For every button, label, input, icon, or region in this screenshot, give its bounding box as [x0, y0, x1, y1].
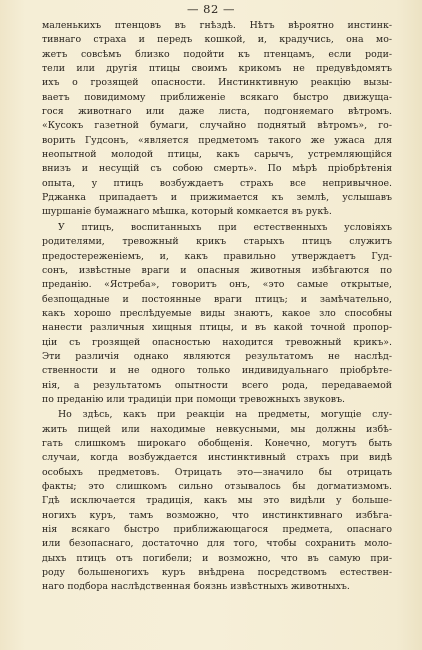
text-line: предостереженіемъ, и, какъ правильно утверждаетъ Гуд-	[42, 250, 392, 262]
text-line: жетъ совсѣмъ близко подойти къ птенцамъ, если роди-	[42, 48, 392, 60]
text-line: факты; это слишкомъ сильно отзывалось бы догматизмомъ.	[42, 481, 392, 492]
text-line: особыхъ предметовъ. Отрицать это—значило бы отрицать	[42, 466, 392, 478]
page-number: — 82 —	[187, 2, 235, 16]
text-line: «Кусокъ газетной бумаги, случайно поднятый вѣтромъ», го-	[42, 120, 392, 132]
paragraph-2	[42, 221, 392, 407]
text-line: нанести различныя хищныя птицы, и въ какой точной пропор-	[42, 322, 392, 334]
text-line: роду большеногихъ куръ внѣдрена посредствомъ естествен-	[42, 567, 392, 579]
text-line: опыта, у птицъ возбуждаетъ страхъ все непривычное.	[42, 177, 392, 189]
text-line: преданію. «Ястреба», говоритъ онъ, «это самые открытые,	[42, 279, 392, 291]
text-line: Но здѣсь, какъ при реакціи на предметы, могущіе слу-	[58, 409, 392, 421]
paragraph-3	[42, 408, 392, 594]
text-line: тивнаго страха и передъ кошкой, и, крадучись, она мо-	[42, 34, 392, 46]
text-line: ихъ о грозящей опасности. Инстинктивную реакцію вызы-	[42, 77, 392, 89]
text-line: нія всякаго быстро приближающагося предмета, опаснаго	[42, 524, 392, 536]
text-line: шуршаніе бумажнаго мѣшка, который комкается въ рукѣ.	[42, 206, 332, 218]
text-line: ваетъ повидимому приближеніе всякаго быстро движуща-	[42, 91, 392, 103]
text-line: дыхъ птицъ отъ погибели; и возможно, что въ самую при-	[42, 552, 392, 564]
text-line: Эти различія однако являются результатомъ не наслѣд-	[42, 350, 392, 362]
text-line: жить пищей или находимые невкусными, мы должны избѣ-	[42, 423, 392, 435]
text-line: тели или другія птицы своимъ крикомъ не предувѣдомятъ	[42, 63, 392, 75]
paragraph-1	[42, 19, 392, 220]
text-line: Гдѣ исключается традиція, какъ мы это видѣли у больше-	[42, 495, 392, 507]
text-line: родителями, тревожный крикъ старыхъ птицъ служитъ	[42, 236, 392, 248]
text-line: У птицъ, воспитанныхъ при естественныхъ условіяхъ	[58, 221, 392, 233]
text-line: гося животнаго или даже листа, подгоняемаго вѣтромъ.	[42, 106, 392, 118]
text-line: маленькихъ птенцовъ въ гнѣздѣ. Нѣтъ вѣроятно инстинк-	[42, 20, 392, 31]
text-line: безпощадные и постоянные враги птицъ; и замѣчательно,	[42, 293, 392, 305]
text-line: внизъ и несущій съ собою смерть». По мѣрѣ пріобрѣтенія	[42, 163, 392, 175]
text-line: наго подбора наслѣдственная боязнь извѣстныхъ животныхъ.	[42, 581, 350, 593]
text-line: Рджанка припадаетъ и прижимается къ землѣ, услышавъ	[42, 192, 392, 204]
text-line: ворить Гудсонъ, «является предметомъ такого же ужаса для	[42, 134, 392, 146]
text-line: неопытной молодой птицы, какъ сарычъ, устремляющійся	[42, 149, 392, 161]
text-line: сонъ, извѣстные враги и опасныя животныя избѣгаются по	[42, 264, 392, 276]
text-line: случаи, когда возбуждается инстинктивный страхъ при видѣ	[42, 452, 392, 464]
text-line: ногихъ куръ, тамъ возможно, что инстинктивнаго избѣга-	[42, 509, 392, 521]
text-line: ственности и не одного только индивидуальнаго пріобрѣте-	[42, 365, 392, 377]
text-line: какъ хорошо преслѣдуемые виды знаютъ, какое зло способны	[42, 307, 392, 319]
text-line: гать слишкомъ широкаго обобщенія. Конечно, могутъ быть	[42, 437, 392, 449]
text-line: или безопаснаго, достаточно для того, чтобы сохранить моло-	[42, 538, 392, 550]
text-line: нія, а результатомъ опытности всего рода, передаваемой	[42, 379, 392, 391]
text-line: по преданію или традиціи при помощи тревожныхъ звуковъ.	[42, 393, 346, 405]
text-line: ціи съ грозящей опасностью находится тревожный крикъ».	[42, 336, 392, 348]
page-body-text	[42, 19, 392, 595]
